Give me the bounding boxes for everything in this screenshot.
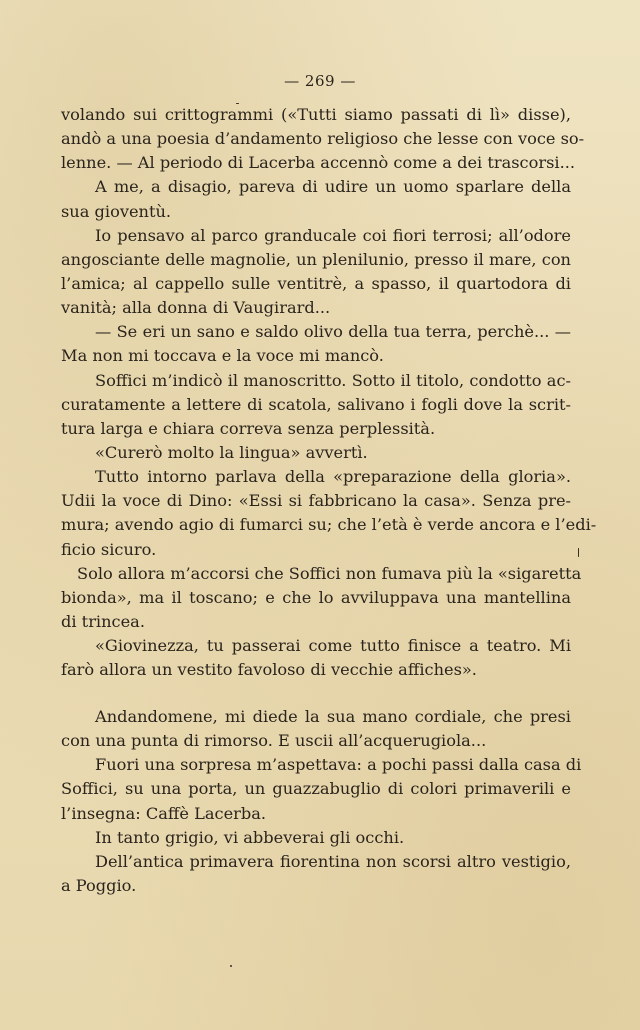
text-line: Ma non mi toccava e la voce mi mancò. xyxy=(61,346,384,366)
text-line: volando sui crittogrammi («Tutti siamo passati di lì» disse), xyxy=(61,105,571,124)
text-line: l’insegna: Caffè Lacerba. xyxy=(61,803,267,823)
text-line: Solo allora m’accorsi che Soffici non fumava più la «sigaretta xyxy=(77,563,582,583)
text-line: di trincea. xyxy=(61,611,145,631)
page-number: — 269 — xyxy=(284,72,356,90)
text-line: curatamente a lettere di scatola, salivano i fogli dove la scrit- xyxy=(61,394,571,414)
text-line: tura larga e chiara correva senza perplessità. xyxy=(61,418,436,438)
text-line: Dell’antica primavera fiorentina non scorsi altro vestigio, xyxy=(95,851,571,871)
text-line: l’amica; al cappello sulle ventitrè, a spasso, il quartodora di xyxy=(61,273,571,293)
text-line: Tutto intorno parlava della «preparazione della gloria». xyxy=(95,467,571,487)
text-line: mura; avendo agio di fumarci su; che l’età è verde ancora e l’edi- xyxy=(61,515,597,535)
paper-speck xyxy=(230,965,232,967)
text-line: lenne. — Al periodo di Lacerba accennò come a dei trascorsi... xyxy=(61,153,576,173)
text-line: Soffici, su una porta, un guazzabuglio di colori primaverili e xyxy=(61,779,571,799)
text-line: a Poggio. xyxy=(61,875,137,895)
text-line: con una punta di rimorso. E uscii all’acquerugiola... xyxy=(61,731,487,751)
text-line: — Se eri un sano e saldo olivo della tua terra, perchè... — xyxy=(95,322,571,342)
text-line: sua gioventù. xyxy=(61,201,172,221)
paper-mark xyxy=(236,103,239,104)
text-line: Soffici m’indicò il manoscritto. Sotto il titolo, condotto ac- xyxy=(95,370,571,390)
body-text-part-1 xyxy=(61,103,597,682)
text-line: Udii la voce di Dino: «Essi si fabbricano la casa». Senza pre- xyxy=(61,491,571,511)
text-line: A me, a disagio, pareva di udire un uomo sparlare della xyxy=(95,177,571,197)
text-line: In tanto grigio, vi abbeverai gli occhi. xyxy=(95,827,405,847)
body-text-part-2 xyxy=(61,705,582,898)
text-line: farò allora un vestito favoloso di vecchie affiches». xyxy=(61,660,477,680)
text-line: Andandomene, mi diede la sua mano cordiale, che presi xyxy=(95,707,571,726)
text-line: «Giovinezza, tu passerai come tutto finisce a teatro. Mi xyxy=(95,636,571,656)
text-line: Io pensavo al parco granducale coi fiori terrosi; all’odore xyxy=(95,225,571,245)
text-line: bionda», ma il toscano; e che lo avviluppava una mantellina xyxy=(61,587,571,607)
text-line: «Curerò molto la lingua» avvertì. xyxy=(95,442,368,462)
text-line: andò a una poesia d’andamento religioso che lesse con voce so- xyxy=(61,129,585,149)
text-line: Fuori una sorpresa m’aspettava: a pochi passi dalla casa di xyxy=(95,755,582,775)
text-line: angosciante delle magnolie, un plenilunio, presso il mare, con xyxy=(61,249,571,269)
paper-mark xyxy=(578,548,579,557)
text-line: ficio sicuro. xyxy=(61,539,157,559)
text-line: vanità; alla donna di Vaugirard... xyxy=(61,298,331,318)
